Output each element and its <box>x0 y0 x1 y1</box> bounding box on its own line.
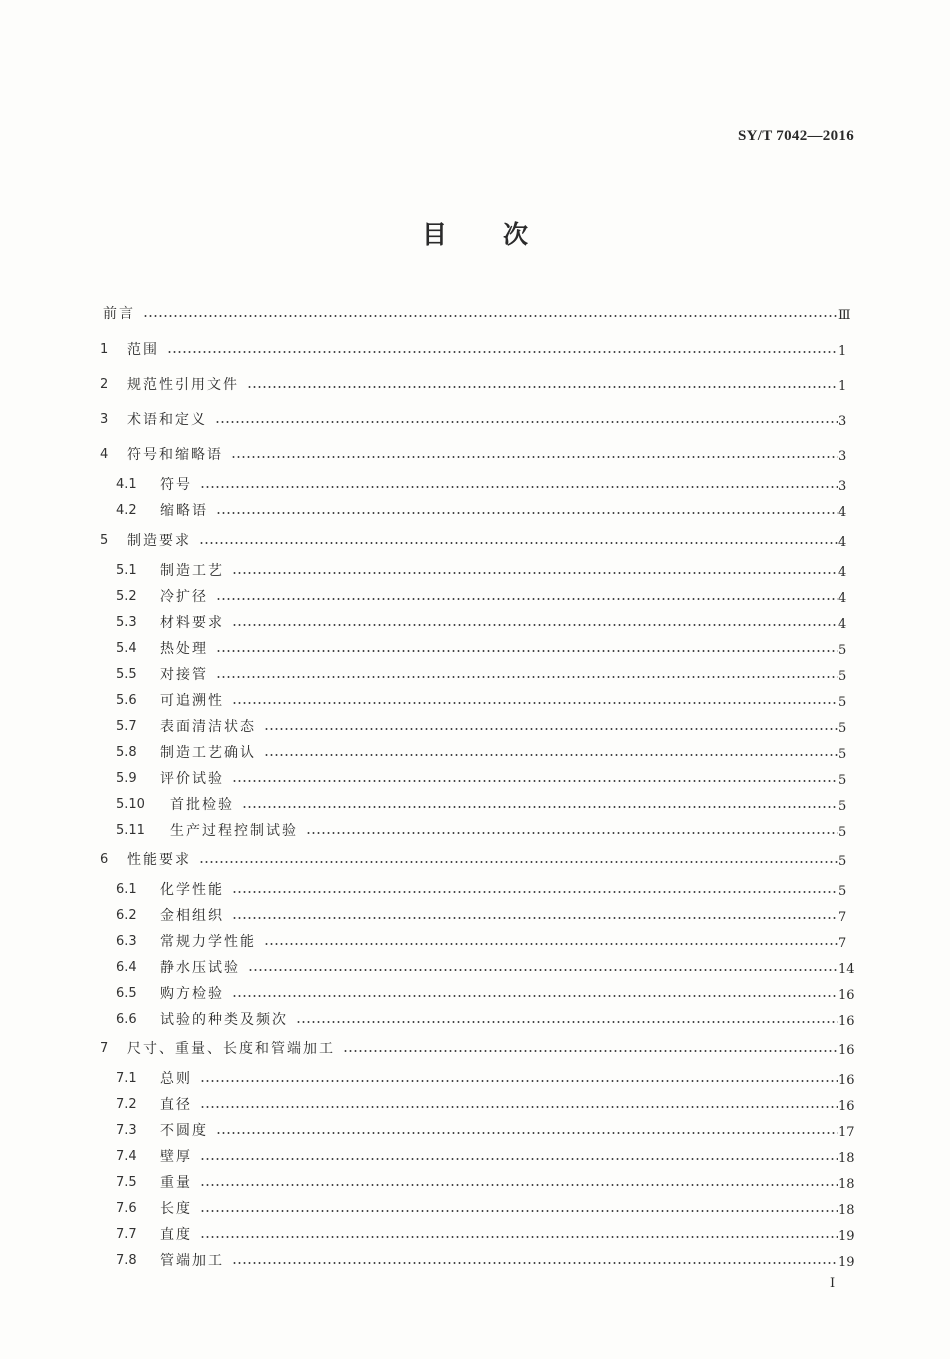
dot-leader <box>215 421 838 423</box>
toc-entry-number: 6.3 <box>116 934 137 949</box>
dot-leader <box>216 512 838 514</box>
toc-entry-number: 5.4 <box>116 641 137 656</box>
toc-entry[interactable] <box>0 612 950 634</box>
toc-entry-number: 5.5 <box>116 667 137 682</box>
toc-entry-number: 5.10 <box>116 797 145 812</box>
toc-entry-page: 5 <box>838 884 847 899</box>
dot-leader <box>216 676 838 678</box>
toc-entry-page: 5 <box>838 721 847 736</box>
page-number: Ⅰ <box>830 1276 836 1291</box>
toc-entry-page: 16 <box>838 988 855 1003</box>
toc-entry-page: 17 <box>838 1125 855 1140</box>
toc-entry[interactable] <box>0 1146 950 1168</box>
toc-entry-page: 7 <box>838 910 847 925</box>
toc-entry-page: 3 <box>838 449 847 464</box>
dot-leader <box>232 780 838 782</box>
dot-leader <box>200 1106 838 1108</box>
toc-entry[interactable] <box>0 664 950 686</box>
dot-leader <box>232 917 838 919</box>
toc-entry-number: 7.7 <box>116 1227 137 1242</box>
toc-entry-number: 3 <box>100 412 109 427</box>
dot-leader <box>199 542 838 544</box>
toc-entry-label: 评价试验 <box>160 771 224 787</box>
toc-entry-page: 5 <box>838 747 847 762</box>
toc-entry-page: 7 <box>838 936 847 951</box>
toc-entry-number: 4.1 <box>116 477 137 492</box>
toc-entry-label: 试验的种类及频次 <box>160 1012 288 1028</box>
toc-entry-number: 4 <box>100 447 109 462</box>
toc-entry-page: 5 <box>838 854 847 869</box>
toc-entry-number: 6 <box>100 852 109 867</box>
dot-leader <box>264 728 838 730</box>
toc-entry-page: 3 <box>838 414 847 429</box>
toc-entry-number: 7.1 <box>116 1071 137 1086</box>
toc-entry[interactable] <box>0 983 950 1005</box>
toc-entry[interactable] <box>0 409 950 431</box>
toc-entry-label: 符号 <box>160 477 192 493</box>
toc-entry[interactable] <box>0 474 950 496</box>
toc-entry-label: 化学性能 <box>160 882 224 898</box>
toc-entry[interactable] <box>0 1094 950 1116</box>
toc-entry-number: 6.4 <box>116 960 137 975</box>
toc-entry-page: 5 <box>838 799 847 814</box>
toc-entry-number: 5.11 <box>116 823 145 838</box>
dot-leader <box>143 315 838 317</box>
toc-entry-page: 3 <box>838 479 847 494</box>
toc-entry[interactable] <box>0 339 950 361</box>
dot-leader <box>216 650 838 652</box>
toc-entry-number: 6.5 <box>116 986 137 1001</box>
toc-entry-label: 制造要求 <box>127 533 191 549</box>
toc-entry-label: 长度 <box>160 1201 192 1217</box>
dot-leader <box>247 386 838 388</box>
toc-entry-number: 5.7 <box>116 719 137 734</box>
toc-entry[interactable] <box>0 1120 950 1142</box>
toc-entry[interactable] <box>0 957 950 979</box>
toc-entry[interactable] <box>0 444 950 466</box>
toc-entry[interactable] <box>0 560 950 582</box>
toc-entry-page: 4 <box>838 565 847 580</box>
toc-entry-label: 对接管 <box>160 667 208 683</box>
toc-entry-page: Ⅲ <box>838 308 851 323</box>
toc-entry-label: 性能要求 <box>127 852 191 868</box>
dot-leader <box>231 456 838 458</box>
toc-entry-number: 7.5 <box>116 1175 137 1190</box>
dot-leader <box>264 754 838 756</box>
toc-entry[interactable] <box>0 849 950 871</box>
toc-entry-label: 购方检验 <box>160 986 224 1002</box>
toc-entry-page: 16 <box>838 1014 855 1029</box>
toc-entry-number: 5.8 <box>116 745 137 760</box>
dot-leader <box>200 1210 838 1212</box>
dot-leader <box>232 702 838 704</box>
toc-entry-number: 5.6 <box>116 693 137 708</box>
toc-entry-number: 5.3 <box>116 615 137 630</box>
toc-entry-number: 5.1 <box>116 563 137 578</box>
toc-entry-page: 5 <box>838 773 847 788</box>
dot-leader <box>232 624 838 626</box>
toc-entry-number: 7 <box>100 1041 109 1056</box>
toc-entry[interactable] <box>0 716 950 738</box>
dot-leader <box>264 943 838 945</box>
toc-entry-page: 19 <box>838 1255 855 1270</box>
toc-entry-page: 4 <box>838 617 847 632</box>
toc-entry-page: 16 <box>838 1099 855 1114</box>
toc-entry[interactable] <box>0 1038 950 1060</box>
dot-leader <box>216 1132 838 1134</box>
toc-entry-label: 管端加工 <box>160 1253 224 1269</box>
dot-leader <box>232 995 838 997</box>
toc-entry-page: 5 <box>838 695 847 710</box>
toc-entry-label: 直度 <box>160 1227 192 1243</box>
toc-entry-label: 表面清洁状态 <box>160 719 256 735</box>
toc-entry-page: 19 <box>838 1229 855 1244</box>
toc-entry-label: 制造工艺 <box>160 563 224 579</box>
toc-entry-page: 4 <box>838 535 847 550</box>
toc-entry-number: 7.2 <box>116 1097 137 1112</box>
toc-entry[interactable] <box>0 638 950 660</box>
toc-entry-label: 热处理 <box>160 641 208 657</box>
toc-entry-label: 材料要求 <box>160 615 224 631</box>
toc-entry[interactable] <box>0 690 950 712</box>
toc-entry-number: 6.6 <box>116 1012 137 1027</box>
toc-entry[interactable] <box>0 768 950 790</box>
dot-leader <box>200 1080 838 1082</box>
toc-entry-number: 5.9 <box>116 771 137 786</box>
toc-entry-label: 符号和缩略语 <box>127 447 223 463</box>
toc-entry[interactable] <box>0 586 950 608</box>
toc-entry[interactable] <box>0 1009 950 1031</box>
toc-entry[interactable] <box>0 742 950 764</box>
toc-entry-label: 缩略语 <box>160 503 208 519</box>
toc-entry-page: 16 <box>838 1043 855 1058</box>
toc-entry-number: 6.2 <box>116 908 137 923</box>
toc-entry[interactable] <box>0 794 950 816</box>
dot-leader <box>306 832 838 834</box>
toc-entry-number: 6.1 <box>116 882 137 897</box>
dot-leader <box>242 806 838 808</box>
toc-entry[interactable] <box>0 879 950 901</box>
toc-entry-page: 18 <box>838 1203 855 1218</box>
dot-leader <box>200 1236 838 1238</box>
toc-entry-page: 5 <box>838 643 847 658</box>
toc-entry[interactable] <box>0 1198 950 1220</box>
toc-entry-label: 壁厚 <box>160 1149 192 1165</box>
toc-entry[interactable] <box>0 530 950 552</box>
toc-entry-number: 7.8 <box>116 1253 137 1268</box>
toc-entry-page: 14 <box>838 962 855 977</box>
toc-entry-label: 冷扩径 <box>160 589 208 605</box>
toc-entry-page: 1 <box>838 344 847 359</box>
toc-entry-page: 16 <box>838 1073 855 1088</box>
dot-leader <box>232 1262 838 1264</box>
dot-leader <box>200 1158 838 1160</box>
toc-entry[interactable] <box>0 303 950 325</box>
toc-entry[interactable] <box>0 374 950 396</box>
toc-entry-label: 尺寸、重量、长度和管端加工 <box>127 1041 335 1057</box>
toc-entry-label: 金相组织 <box>160 908 224 924</box>
dot-leader <box>199 861 838 863</box>
toc-entry-label: 总则 <box>160 1071 192 1087</box>
toc-entry-label: 常规力学性能 <box>160 934 256 950</box>
toc-entry-page: 18 <box>838 1177 855 1192</box>
toc-entry-page: 4 <box>838 505 847 520</box>
toc-entry-label: 可追溯性 <box>160 693 224 709</box>
page-title: 目次 <box>421 220 584 249</box>
toc-entry-number: 7.6 <box>116 1201 137 1216</box>
toc-entry-label: 规范性引用文件 <box>127 377 239 393</box>
toc-entry-page: 18 <box>838 1151 855 1166</box>
dot-leader <box>200 486 838 488</box>
dot-leader <box>216 598 838 600</box>
toc-entry-label: 重量 <box>160 1175 192 1191</box>
toc-entry-number: 7.3 <box>116 1123 137 1138</box>
toc-entry-label: 直径 <box>160 1097 192 1113</box>
toc-entry-label: 不圆度 <box>160 1123 208 1139</box>
toc-entry[interactable] <box>0 1172 950 1194</box>
dot-leader <box>248 969 838 971</box>
dot-leader <box>232 891 838 893</box>
toc-entry-number: 7.4 <box>116 1149 137 1164</box>
toc-entry[interactable] <box>0 931 950 953</box>
toc-entry-number: 4.2 <box>116 503 137 518</box>
toc-entry-page: 5 <box>838 825 847 840</box>
toc-entry-page: 5 <box>838 669 847 684</box>
toc-entry[interactable] <box>0 820 950 842</box>
dot-leader <box>343 1050 838 1052</box>
toc-entry-label: 前言 <box>103 306 135 322</box>
dot-leader <box>232 572 838 574</box>
standard-code: SY/T 7042—2016 <box>737 128 854 144</box>
toc-entry-label: 首批检验 <box>170 797 234 813</box>
toc-entry[interactable] <box>0 1250 950 1272</box>
toc-entry[interactable] <box>0 905 950 927</box>
toc-entry-label: 范围 <box>127 342 159 358</box>
dot-leader <box>296 1021 838 1023</box>
toc-entry-number: 2 <box>100 377 109 392</box>
toc-entry-number: 1 <box>100 342 109 357</box>
toc-entry-label: 生产过程控制试验 <box>170 823 298 839</box>
toc-entry-label: 术语和定义 <box>127 412 207 428</box>
toc-entry[interactable] <box>0 500 950 522</box>
toc-entry-number: 5 <box>100 533 109 548</box>
toc-entry-page: 4 <box>838 591 847 606</box>
dot-leader <box>200 1184 838 1186</box>
toc-entry-number: 5.2 <box>116 589 137 604</box>
toc-entry-label: 制造工艺确认 <box>160 745 256 761</box>
toc-entry-page: 1 <box>838 379 847 394</box>
dot-leader <box>167 351 838 353</box>
toc-entry[interactable] <box>0 1224 950 1246</box>
toc-entry-label: 静水压试验 <box>160 960 240 976</box>
toc-entry[interactable] <box>0 1068 950 1090</box>
